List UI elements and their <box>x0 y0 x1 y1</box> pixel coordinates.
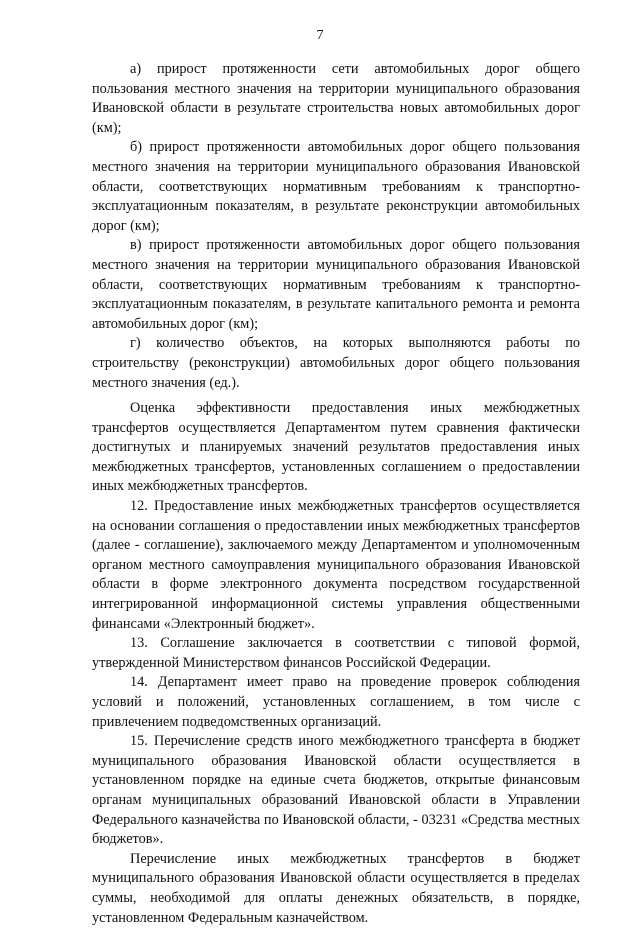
paragraph-clause-15: 15. Перечисление средств иного межбюджетного трансферта в бюджет муниципального образования Ивановской области осуществляется в установленном порядке на единые счета бюджетов, открытые финансовым органам муниципальных образований Ивановской области в Управлении Федерального казначейства по Ивановской области, - 03231 «Средства местных бюджетов». <box>92 733 580 848</box>
paragraph-item-g: г) количество объектов, на которых выполняются работы по строительству (реконструкции) автомобильных дорог общего пользования местного значения (ед.). <box>92 335 580 391</box>
paragraph-transfer-limits: Перечисление иных межбюджетных трансфертов в бюджет муниципального образования Ивановской области осуществляется в пределах суммы, необходимой для оплаты денежных обязательств, в порядке, установленном Федеральным казначейством. <box>92 850 580 926</box>
paragraph-clause-12: 12. Предоставление иных межбюджетных трансфертов осуществляется на основании соглашения о предоставлении иных межбюджетных трансфертов (далее - соглашение), заключаемого между Департаментом и уполномоченным органом местного самоуправления муниципального образования Ивановской области в форме электронного документа посредством государственной интегрированной информационной системы управления общественными финансами «Электронный бюджет». <box>92 498 580 632</box>
paragraph-item-v: в) прирост протяженности автомобильных дорог общего пользования местного значения на территории муниципального образования Ивановской области, соответствующих нормативным требованиям к транспортно-эксплуатационным показателям, в результате капитального ремонта и ремонта автомобильных дорог (км); <box>92 237 580 332</box>
paragraph-item-b: б) прирост протяженности автомобильных дорог общего пользования местного значения на территории муниципального образования Ивановской области, соответствующих нормативным требованиям к транспортно-эксплуатационным показателям, в результате реконструкции автомобильных дорог (км); <box>92 139 580 234</box>
document-body <box>92 60 580 928</box>
paragraph-item-a: а) прирост протяженности сети автомобильных дорог общего пользования местного значения на территории муниципального образования Ивановской области в результате строительства новых автомобильных дорог (км); <box>92 61 580 136</box>
paragraph-efficiency-assessment: Оценка эффективности предоставления иных межбюджетных трансфертов осуществляется Департаментом путем сравнения фактически достигнутых и планируемых значений результатов предоставления иных межбюджетных трансфертов, установленных соглашением о предоставлении иных межбюджетных трансфертов. <box>92 400 580 495</box>
page-number: 7 <box>316 28 324 43</box>
paragraph-clause-14: 14. Департамент имеет право на проведение проверок соблюдения условий и положений, установленных соглашением, в том числе с привлечением подведомственных организаций. <box>92 674 580 730</box>
paragraph-clause-13: 13. Соглашение заключается в соответствии с типовой формой, утвержденной Министерством финансов Российской Федерации. <box>92 635 580 671</box>
